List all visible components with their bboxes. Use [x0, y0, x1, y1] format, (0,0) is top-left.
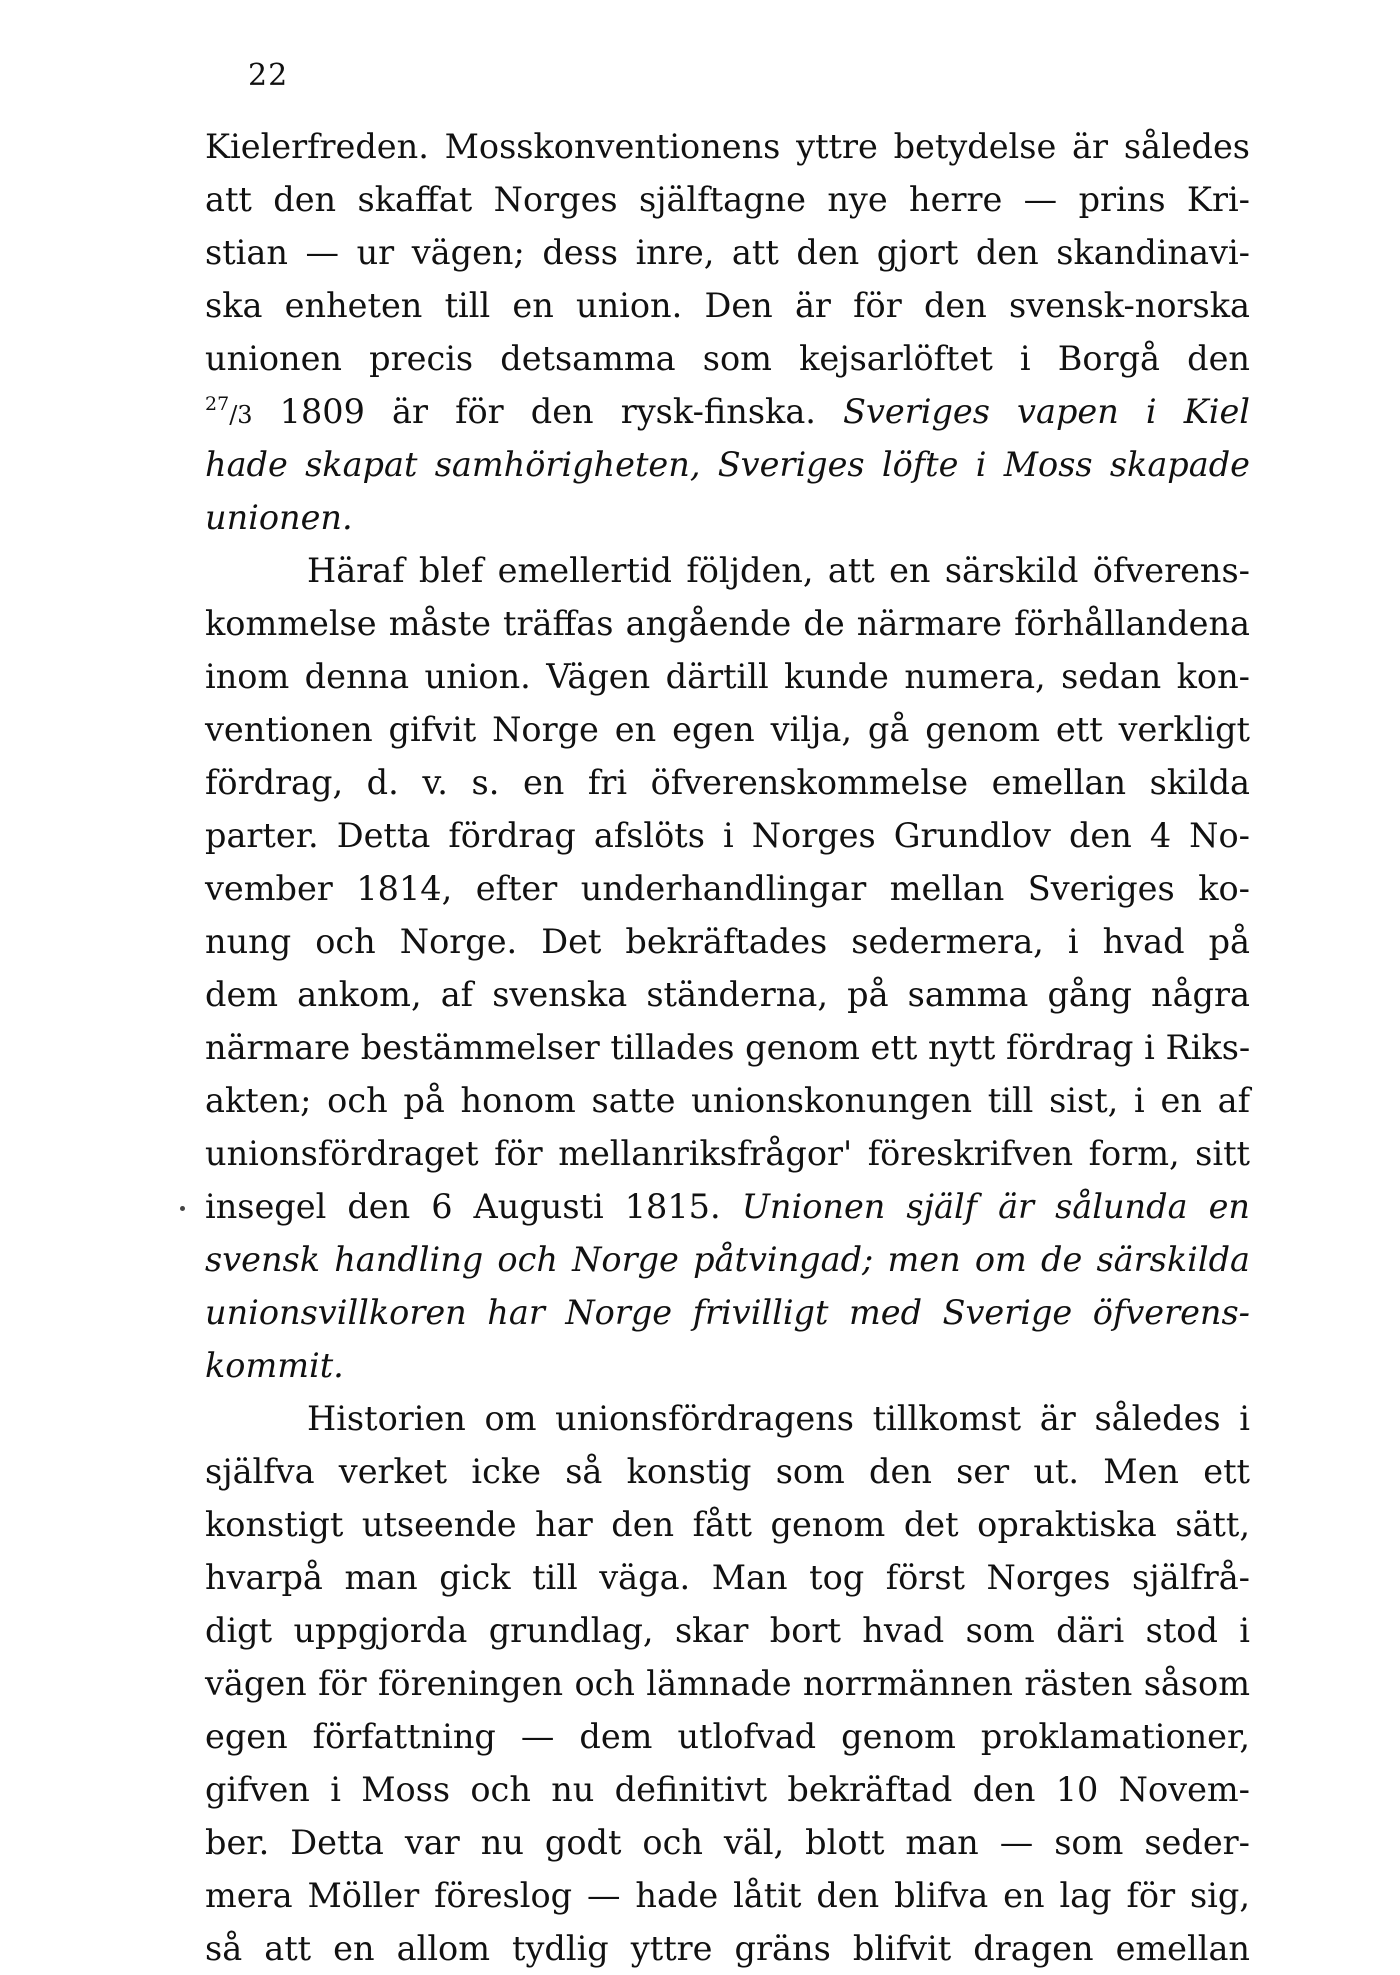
- text-line: närmare bestämmelser tillades genom ett nytt fördrag i Riks-: [205, 1028, 1251, 1067]
- text-line: Kielerfreden. Mosskonventionens yttre betydelse är således: [205, 127, 1250, 166]
- text-line: parter. Detta fördrag afslöts i Norges Grundlov den 4 No-: [205, 816, 1250, 855]
- text-line: hvarpå man gick till väga. Man tog först Norges själfrå-: [205, 1558, 1250, 1597]
- italic-line: unionen.: [205, 498, 353, 537]
- text-line: unionen precis detsamma som kejsarlöftet i Borgå den: [205, 339, 1250, 378]
- text-line: fördrag, d. v. s. en fri öfverenskommelse emellan skilda: [205, 763, 1250, 802]
- date-superscript: 27: [205, 393, 230, 415]
- text-line: nung och Norge. Det bekräftades sedermera, i hvad på: [205, 922, 1250, 961]
- date-fraction: /3: [229, 401, 253, 429]
- text-line: vember 1814, efter underhandlingar mellan Sveriges ko-: [205, 869, 1250, 908]
- text-line-with-date: [205, 388, 1250, 436]
- text-line: konstigt utseende har den fått genom det opraktiska sätt,: [205, 1505, 1250, 1544]
- text-line: stian — ur vägen; dess inre, att den gjort den skandinavi-: [205, 233, 1250, 272]
- text-line: egen författning — dem utlofvad genom proklamationer,: [205, 1717, 1250, 1756]
- italic-line: kommit.: [205, 1346, 344, 1385]
- text-line: vägen för föreningen och lämnade norrmännen rästen såsom: [205, 1664, 1250, 1703]
- page-number: 22: [248, 58, 289, 93]
- text-line: unionsfördraget för mellanriksfrågor' föreskrifven form, sitt: [205, 1134, 1250, 1173]
- text-line: gifven i Moss och nu definitivt bekräftad den 10 Novem-: [205, 1770, 1250, 1809]
- text-line: mera Möller föreslog — hade låtit den blifva en lag för sig,: [205, 1876, 1250, 1915]
- text-line: dem ankom, af svenska ständerna, på samma gång några: [205, 975, 1250, 1014]
- text-line-mixed: [205, 1183, 1250, 1231]
- text-line: ska enheten till en union. Den är för den svensk-norska: [205, 286, 1250, 325]
- text-line: inom denna union. Vägen därtill kunde numera, sedan kon-: [205, 657, 1250, 696]
- margin-dot: [180, 1206, 185, 1211]
- text-line: så att en allom tydlig yttre gräns blifvit dragen emellan: [205, 1929, 1250, 1968]
- italic-segment: Sveriges vapen i Kiel: [843, 392, 1250, 431]
- text-segment: 1809 är för den rysk-finska.: [252, 392, 844, 431]
- text-line: digt uppgjorda grundlag, skar bort hvad som däri stod i: [205, 1611, 1250, 1650]
- italic-line: svensk handling och Norge påtvingad; men om de särskilda: [205, 1240, 1250, 1279]
- text-line: ventionen gifvit Norge en egen vilja, gå genom ett verkligt: [205, 710, 1250, 749]
- text-line: själfva verket icke så konstig som den ser ut. Men ett: [205, 1452, 1250, 1491]
- paragraph-first-line: Häraf blef emellertid följden, att en särskild öfverens-: [307, 551, 1250, 590]
- italic-segment: Unionen själf är sålunda en: [741, 1187, 1250, 1226]
- italic-line: hade skapat samhörigheten, Sveriges löfte i Moss skapade: [205, 445, 1250, 484]
- text-line: att den skaffat Norges själftagne nye herre — prins Kri-: [205, 180, 1250, 219]
- italic-line: unionsvillkoren har Norge frivilligt med Sverige öfverens-: [205, 1293, 1250, 1332]
- text-line: ber. Detta var nu godt och väl, blott man — som seder-: [205, 1823, 1250, 1862]
- text-segment: insegel den 6 Augusti 1815.: [205, 1187, 742, 1226]
- paragraph-first-line: Historien om unionsfördragens tillkomst är således i: [307, 1399, 1250, 1438]
- text-line: akten; och på honom satte unionskonungen till sist, i en af: [205, 1081, 1250, 1120]
- text-line: kommelse måste träffas angående de närmare förhållandena: [205, 604, 1250, 643]
